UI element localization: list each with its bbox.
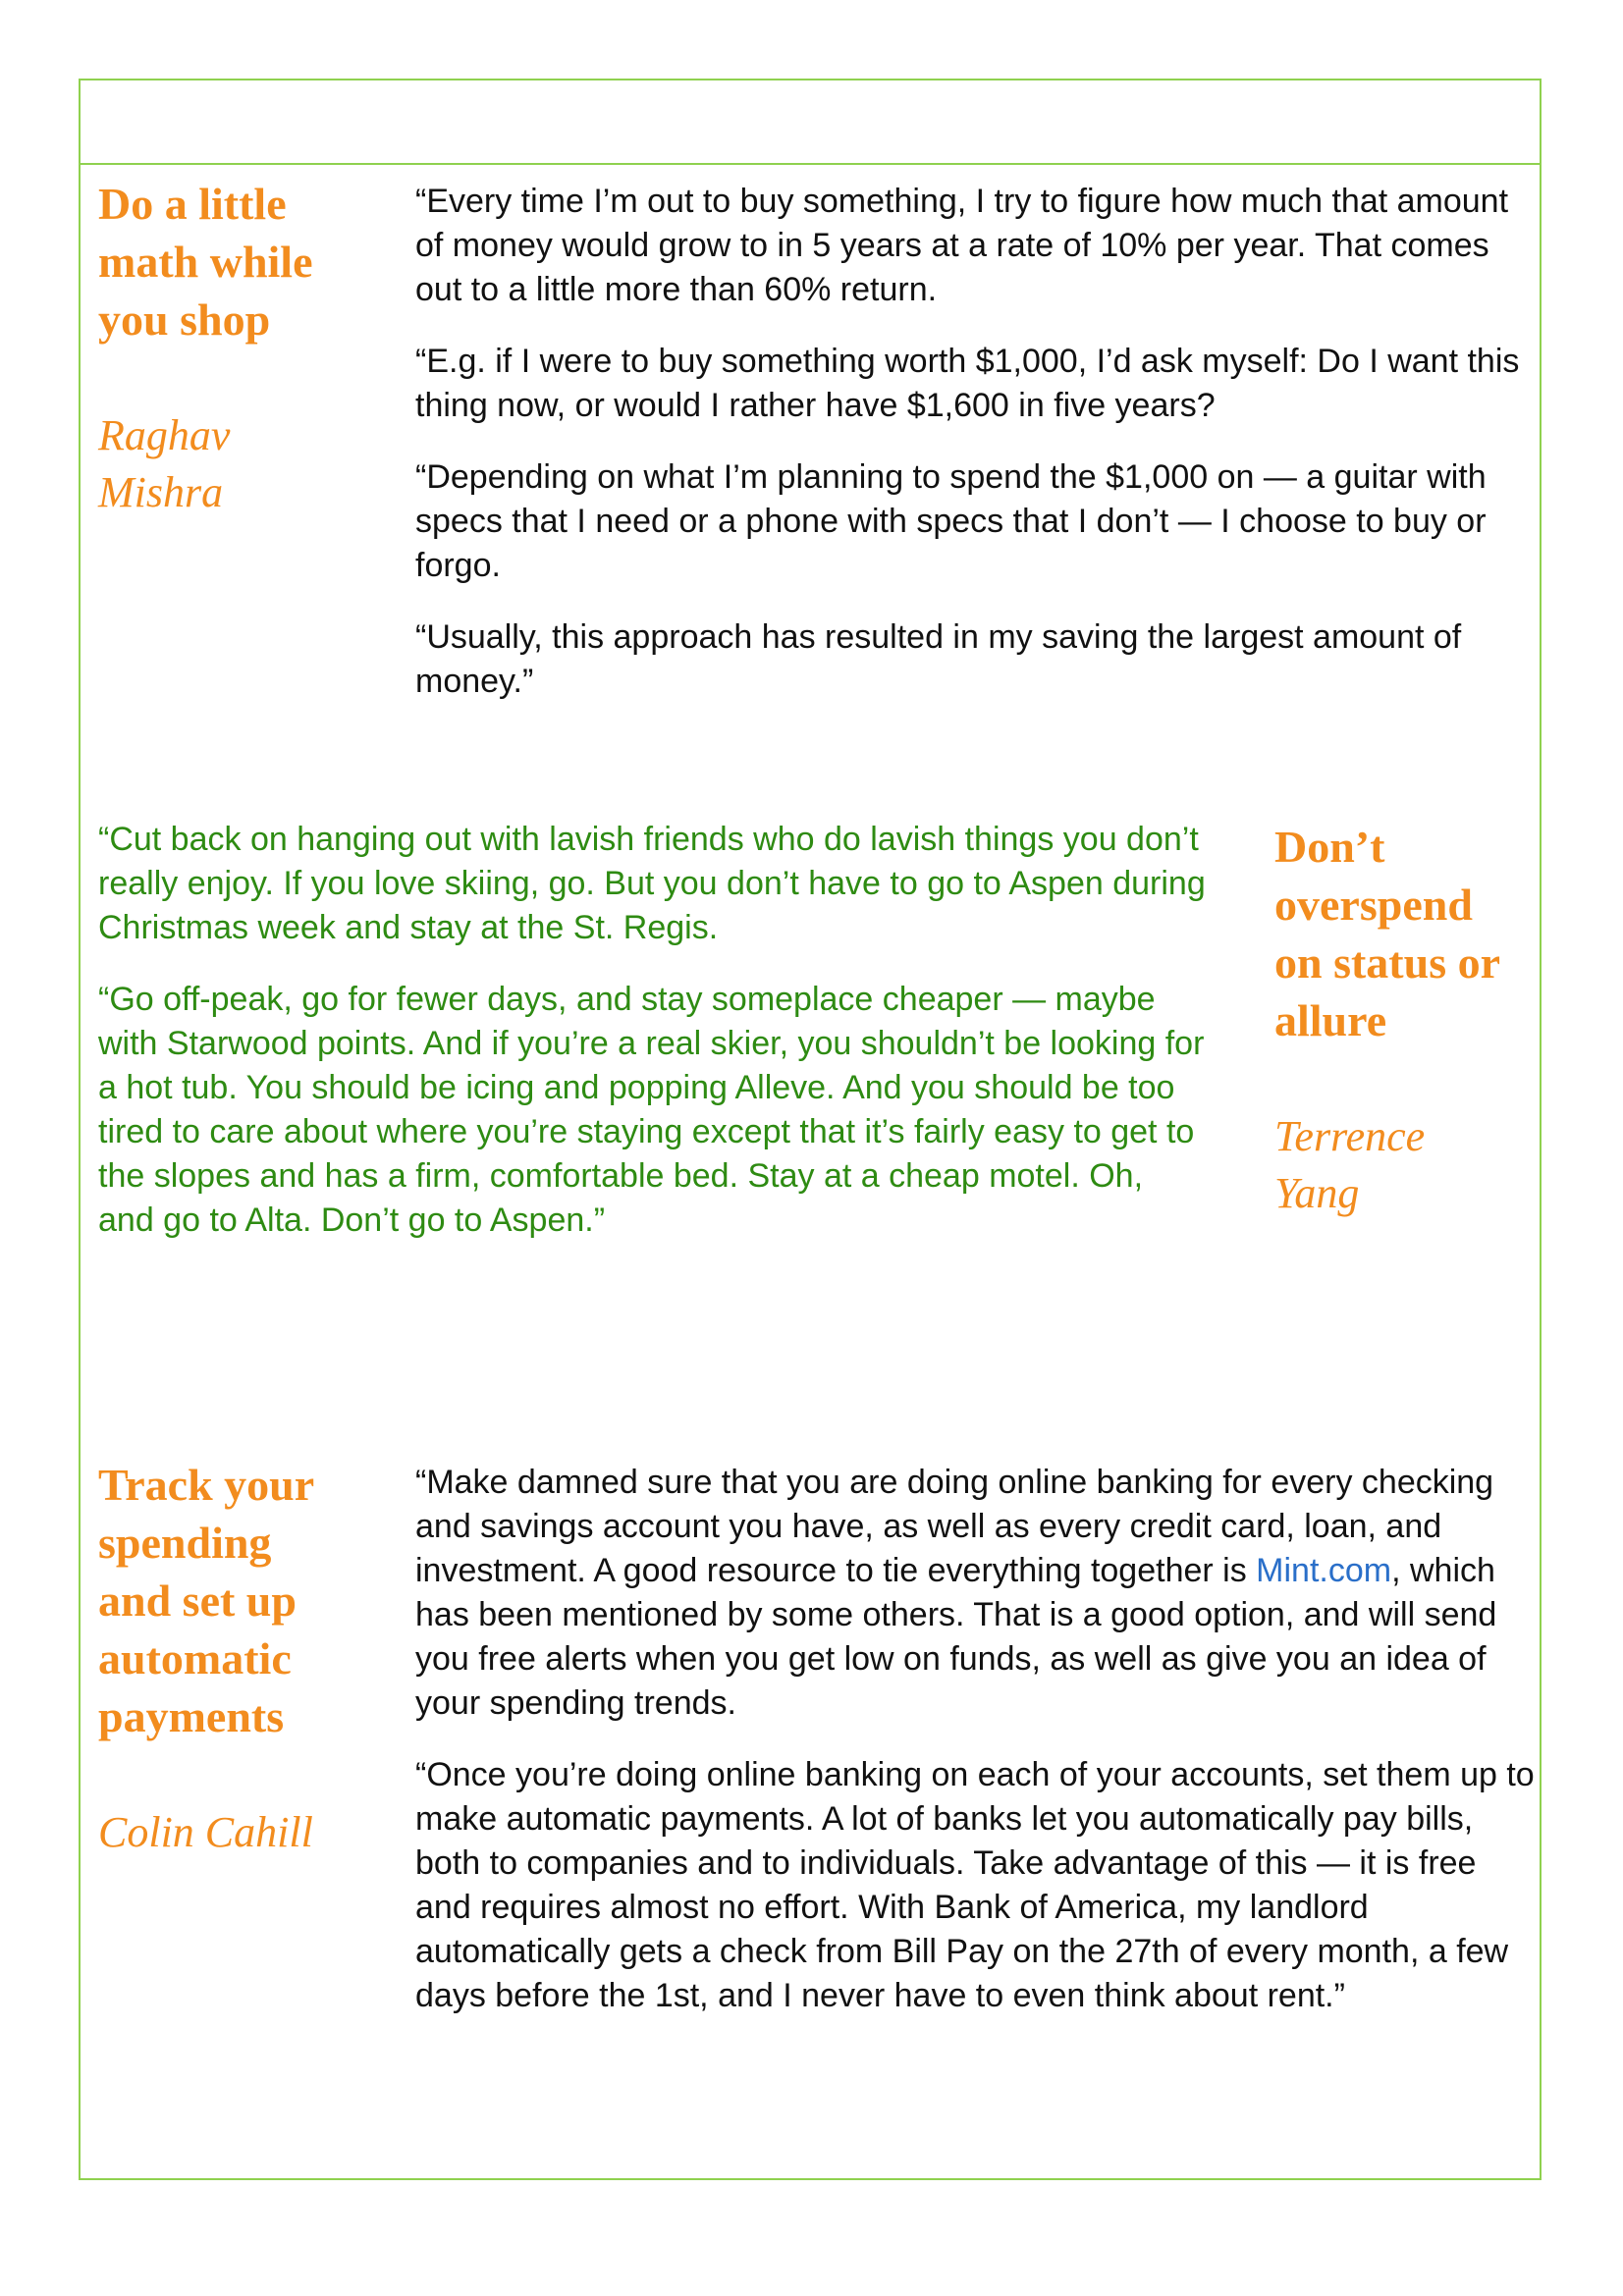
section-2-quote [98,818,1208,1270]
header-divider [81,163,1540,165]
quote-text: , which has been mentioned by some others. That is a good option, and will send you free alerts when you get low on funds, as well as give you an idea of your spending trends. [415,1552,1497,1722]
author-name: Terrence Yang [1274,1112,1426,1217]
quote-paragraph: “Go off-peak, go for fewer days, and stay someplace cheaper — maybe with Starwood points. And if you’re a real skier, you shouldn’t be looking for a hot tub. You should be icing and popping Alleve. And you should be too tired to care about where you’re staying except that it’s fairly easy to get to the slopes and has a firm, comfortable bed. Stay at a cheap motel. Oh, and go to Alta. Don’t go to Aspen.” [98,981,1205,1239]
section-3-sidebar [98,1456,393,1861]
quote-paragraph [415,1461,1540,1726]
author-name: Raghav Mishra [98,411,231,516]
quote-paragraph: “Cut back on hanging out with lavish friends who do lavish things you don’t really enjoy. If you love skiing, go. But you don’t have to go to Aspen during Christmas week and stay at the St. Regis. [98,821,1206,946]
mint-link[interactable]: Mint.com [1256,1552,1392,1589]
quote-text: “Make damned sure that you are doing online banking for every checking and savings account you have, as well as every credit card, loan, and investment. A good resource to tie everything together is [415,1464,1494,1589]
quote-paragraph: “Every time I’m out to buy something, I try to figure how much that amount of money would grow to in 5 years at a rate of 10% per year. That comes out to a little more than 60% return. [415,183,1509,308]
section-1-sidebar [98,175,383,521]
section-1-quote [415,180,1540,731]
quote-paragraph: “E.g. if I were to buy something worth $1,000, I’d ask myself: Do I want this thing now, or would I rather have $1,600 in five years? [415,343,1520,424]
quote-paragraph: “Usually, this approach has resulted in my saving the largest amount of money.” [415,618,1462,700]
section-heading: Don’t overspend on status or allure [1274,822,1501,1045]
section-2-sidebar [1274,818,1540,1222]
section-heading: Track your spending and set up automatic payments [98,1460,315,1741]
section-heading: Do a little math while you shop [98,179,313,345]
quote-paragraph: “Depending on what I’m planning to spend the $1,000 on — a guitar with specs that I need or a phone with specs that I don’t — I choose to buy or forgo. [415,458,1487,584]
section-3-quote [415,1461,1540,2046]
author-name: Colin Cahill [98,1808,313,1856]
quote-paragraph: “Once you’re doing online banking on each of your accounts, set them up to make automatic payments. A lot of banks let you automatically pay bills, both to companies and to individuals. Take advantage of this — it is free and requires almost no effort. With Bank of America, my landlord automatically gets a check from Bill Pay on the 27th of every month, a few days before the 1st, and I never have to even think about rent.” [415,1756,1535,2014]
